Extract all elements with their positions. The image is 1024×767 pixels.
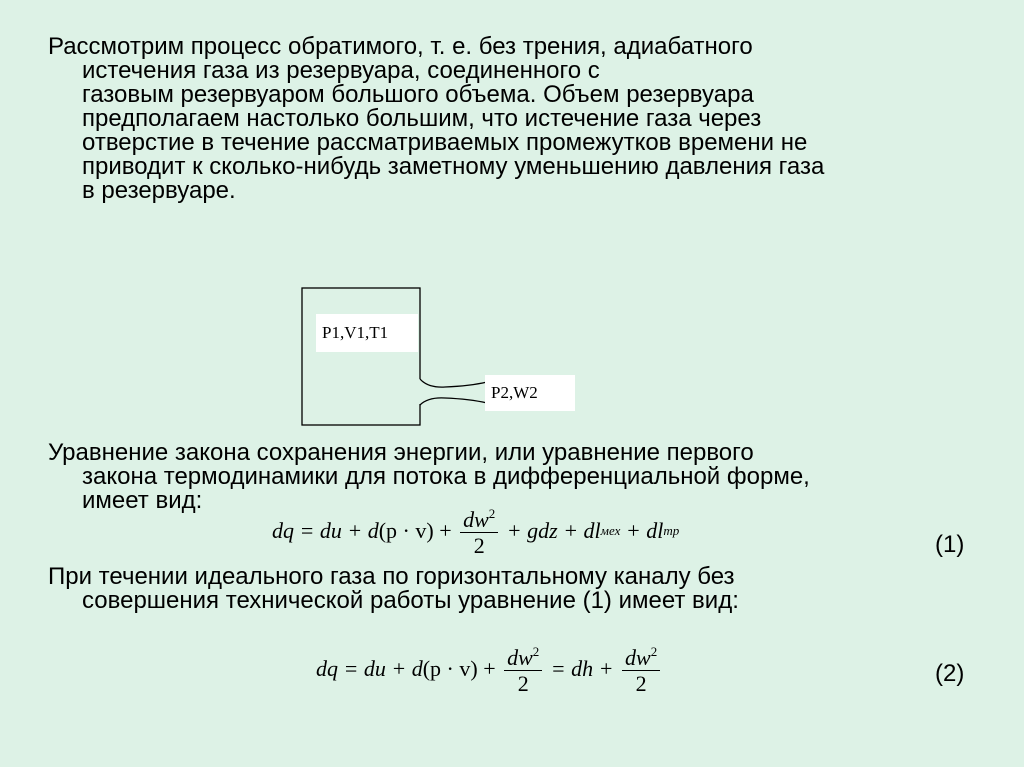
nozzle-upper-wall <box>420 379 487 387</box>
text-line: имеет вид: <box>82 487 203 514</box>
eq2-lhs: dq = du + d <box>316 655 423 681</box>
ideal-gas-paragraph <box>48 565 739 613</box>
reservoir-opening <box>419 379 422 404</box>
eq1-lhs: dq = du + d <box>272 517 379 543</box>
eq1-paren: (p · v) <box>378 517 434 543</box>
eq2-fraction-2 <box>622 640 660 697</box>
eq1-sub1: мех <box>600 522 621 538</box>
nozzle-lower-wall <box>420 398 487 405</box>
text-line: газовым резервуаром большого объема. Объем резервуара <box>82 81 754 108</box>
outlet-state-label: P2,W2 <box>485 375 575 411</box>
text-line: совершения технической работы уравнение (1) имеет вид: <box>82 587 739 614</box>
eq1-frac-num: dw <box>463 507 489 532</box>
eq1-rest1: + gdz + dl <box>506 517 601 543</box>
eq2-frac2-den: 2 <box>635 671 647 696</box>
eq1-plus: + <box>439 517 452 543</box>
text-line: предполагаем настолько большим, что истечение газа через <box>82 105 762 132</box>
eq1-fraction <box>460 502 498 559</box>
eq2-frac2-num: dw <box>625 645 651 670</box>
equation-2-number: (2) <box>935 660 965 687</box>
eq1-frac-exp: 2 <box>488 506 496 521</box>
text-line: Рассмотрим процесс обратимого, т. е. без трения, адиабатного <box>48 33 753 60</box>
equation-1-number: (1) <box>935 531 965 558</box>
eq2-frac1-den: 2 <box>517 671 529 696</box>
reservoir-box <box>302 288 420 425</box>
eq1-sub2: тр <box>663 522 680 538</box>
eq2-frac1-num: dw <box>507 645 533 670</box>
text-line: истечения газа из резервуара, соединенного с <box>82 57 600 84</box>
text-line: При течении идеального газа по горизонтальному каналу без <box>48 563 735 590</box>
text-line: в резервуаре. <box>82 177 236 204</box>
text-line: закона термодинамики для потока в дифференциальной форме, <box>82 463 810 490</box>
eq2-mid: = dh + <box>550 655 614 681</box>
text-line: приводит к сколько-нибудь заметному уменьшению давления газа <box>82 153 825 180</box>
eq2-frac2-exp: 2 <box>650 644 658 659</box>
eq2-paren: (p · v) <box>422 655 478 681</box>
text-line: Уравнение закона сохранения энергии, или уравнение первого <box>48 439 754 466</box>
equation-1 <box>272 502 679 559</box>
tank-state-label: P1,V1,T1 <box>316 314 418 352</box>
eq2-frac1-exp: 2 <box>532 644 540 659</box>
eq1-frac-den: 2 <box>473 533 485 558</box>
text-line: отверстие в течение рассматриваемых промежутков времени не <box>82 129 808 156</box>
eq2-fraction-1 <box>504 640 542 697</box>
eq1-rest2: + dl <box>625 517 664 543</box>
equation-2 <box>316 640 663 697</box>
eq2-plus: + <box>483 655 496 681</box>
